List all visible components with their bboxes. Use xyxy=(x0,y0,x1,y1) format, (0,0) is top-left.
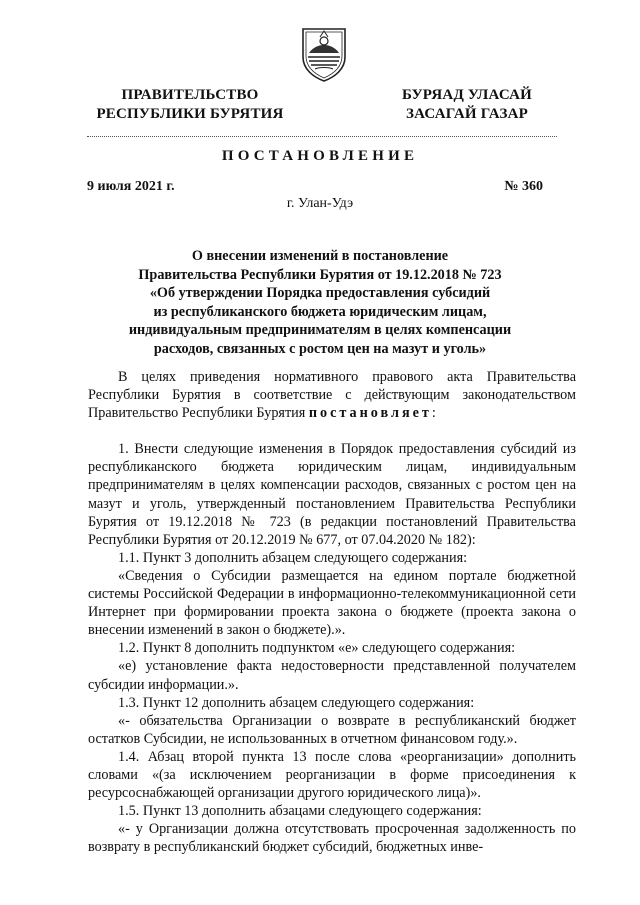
preamble-end: : xyxy=(431,405,436,422)
body-paragraph: 1.1. Пункт 3 дополнить абзацем следующего содержания: xyxy=(118,549,468,566)
body-paragraph: «- у Организации должна отсутствовать просроченная задолженность по возврату в республиканский бюджет субсидий, бюджетных инве- xyxy=(88,821,576,856)
document-city: г. Улан-Удэ xyxy=(286,196,354,211)
org-name-bua-line: БУРЯАД УЛАСАЙ xyxy=(401,87,533,103)
org-name-bua-line: ЗАСАГАЙ ГАЗАР xyxy=(406,106,528,122)
body-paragraph: 1.2. Пункт 8 дополнить подпунктом «е» следующего содержания: xyxy=(118,640,516,657)
preamble-paragraph xyxy=(88,368,576,422)
preamble-decision-word: постановляет xyxy=(308,405,432,422)
org-name-ru-line: РЕСПУБЛИКИ БУРЯТИЯ xyxy=(96,106,284,122)
title-line: индивидуальным предпринимателям в целях компенсации xyxy=(128,322,512,339)
org-name-ru-line: ПРАВИТЕЛЬСТВО xyxy=(121,87,259,103)
body-paragraph: «Сведения о Субсидии размещается на едином портале бюджетной системы Российской Федерации в информационно-телекоммуникационной сети Интернет при формировании проекта закона о бюджете (проекта закона о внесении изменений в закон о бюджете).». xyxy=(88,567,576,639)
document-date: 9 июля 2021 г. xyxy=(87,179,175,194)
org-name-bua xyxy=(383,86,551,124)
title-line: Правительства Республики Бурятия от 19.12.2018 № 723 xyxy=(138,266,502,283)
document-number: № 360 xyxy=(504,179,543,194)
title-line: из республиканского бюджета юридическим лицам, xyxy=(153,303,487,320)
title-line: расходов, связанных с ростом цен на мазут и уголь» xyxy=(153,340,487,357)
body-paragraph: 1. Внести следующие изменения в Порядок предоставления субсидий из республиканского бюджета юридическим лицам, индивидуальным предпринимателям в целях компенсации расходов, связанных с ростом цен на мазут и уголь, утвержденный постановлением Правительства Республики Бурятия от 19.12.2018 № 723 (в редакции постановлений Правительства Республики Бурятия от 20.12.2019 № 677, от 07.04.2020 № 182): xyxy=(88,441,576,548)
body-paragraph: 1.5. Пункт 13 дополнить абзацами следующего содержания: xyxy=(118,803,482,820)
body-paragraph: «- обязательства Организации о возврате в республиканский бюджет остатков Субсидии, не использованных в отчетном финансовом году.». xyxy=(88,712,576,747)
document-body xyxy=(88,368,576,856)
body-paragraph: 1.3. Пункт 12 дополнить абзацем следующего содержания: xyxy=(118,694,475,711)
body-paragraph: «е) установление факта недостоверности представленной получателем субсидии информации.». xyxy=(88,658,576,693)
document-type: ПОСТАНОВЛЕНИЕ xyxy=(221,148,419,164)
coat-of-arms-icon xyxy=(293,23,355,85)
title-line: О внесении изменений в постановление xyxy=(191,248,449,264)
preamble-text: В целях приведения нормативного правового акта Правительства Республики Бурятия в соответствие с действующим законодательством Правительство Республики Бурятия xyxy=(88,369,576,422)
org-name-ru xyxy=(90,86,290,124)
document-title xyxy=(100,247,540,359)
title-line: «Об утверждении Порядка предоставления субсидий xyxy=(149,285,491,302)
body-paragraph: 1.4. Абзац второй пункта 13 после слова «реорганизации» дополнить словами «(за исключением реорганизации в форме присоединения к ресурсоснабжающей организации другого юридического лица)». xyxy=(88,748,576,802)
header-divider xyxy=(87,136,557,137)
